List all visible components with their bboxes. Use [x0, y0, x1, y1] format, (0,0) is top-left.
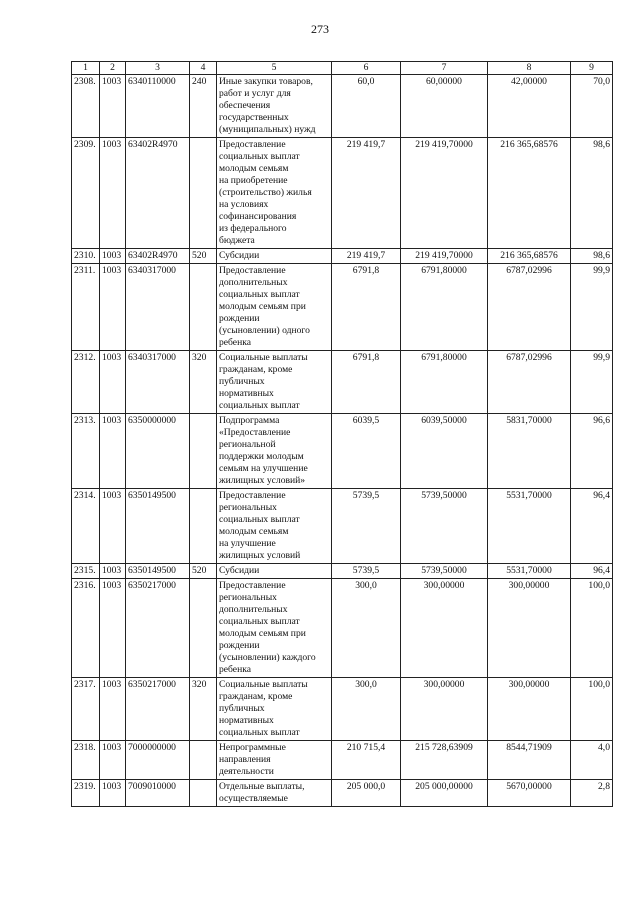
execution-percent-cell: 96,4 [571, 489, 613, 564]
name-line: Социальные выплаты [219, 352, 308, 363]
executed-amount-cell: 5831,70000 [488, 414, 571, 489]
target-article-cell: 6350217000 [126, 579, 190, 678]
section-code-cell: 1003 [100, 678, 126, 741]
execution-percent-cell: 98,6 [571, 249, 613, 264]
name-line: публичных [219, 376, 265, 387]
name-line: молодым семьям [219, 163, 289, 174]
expense-type-cell [190, 264, 217, 351]
table-row [72, 414, 613, 489]
expense-type-cell [190, 489, 217, 564]
budget-list-amount-cell: 300,00000 [401, 678, 488, 741]
name-line: социальных выплат [219, 727, 300, 738]
approved-amount-cell: 5739,5 [332, 489, 401, 564]
execution-percent-cell: 100,0 [571, 579, 613, 678]
executed-amount-cell: 216 365,68576 [488, 249, 571, 264]
table-row [72, 579, 613, 678]
name-line: осуществляемые [219, 793, 288, 804]
budget-list-amount-cell: 6791,80000 [401, 264, 488, 351]
name-line: Предоставление [219, 265, 286, 276]
row-number-cell: 2309. [72, 138, 100, 249]
name-line: жилищных условий [219, 550, 301, 561]
name-cell [217, 579, 332, 678]
execution-percent-cell: 99,9 [571, 264, 613, 351]
name-line: рождении [219, 640, 260, 651]
name-line: публичных [219, 703, 265, 714]
executed-amount-cell: 300,00000 [488, 579, 571, 678]
name-line: обеспечения [219, 100, 271, 111]
execution-percent-cell: 4,0 [571, 741, 613, 780]
row-number-cell: 2311. [72, 264, 100, 351]
budget-list-amount-cell: 219 419,70000 [401, 249, 488, 264]
name-line: социальных выплат [219, 400, 300, 411]
row-number-cell: 2315. [72, 564, 100, 579]
target-article-cell: 7009010000 [126, 780, 190, 807]
name-cell [217, 138, 332, 249]
section-code-cell: 1003 [100, 75, 126, 138]
row-number-cell: 2318. [72, 741, 100, 780]
table-row [72, 489, 613, 564]
column-header: 2 [100, 62, 126, 75]
expense-type-cell [190, 414, 217, 489]
execution-percent-cell: 100,0 [571, 678, 613, 741]
name-line: направления [219, 754, 271, 765]
executed-amount-cell: 6787,02996 [488, 264, 571, 351]
name-line: «Предоставление [219, 427, 291, 438]
expense-type-cell [190, 741, 217, 780]
execution-percent-cell: 2,8 [571, 780, 613, 807]
name-line: Предоставление [219, 580, 286, 591]
row-number-cell: 2314. [72, 489, 100, 564]
expense-type-cell [190, 780, 217, 807]
name-line: социальных выплат [219, 289, 300, 300]
execution-percent-cell: 96,6 [571, 414, 613, 489]
row-number-cell: 2319. [72, 780, 100, 807]
name-line: Непрограммные [219, 742, 286, 753]
target-article-cell: 6340317000 [126, 264, 190, 351]
table-row [72, 564, 613, 579]
section-code-cell: 1003 [100, 579, 126, 678]
table-row [72, 264, 613, 351]
expense-type-cell [190, 138, 217, 249]
target-article-cell: 6350000000 [126, 414, 190, 489]
name-line: государственных [219, 112, 289, 123]
column-header: 5 [217, 62, 332, 75]
column-header: 8 [488, 62, 571, 75]
executed-amount-cell: 6787,02996 [488, 351, 571, 414]
table-row [72, 138, 613, 249]
budget-list-amount-cell: 215 728,63909 [401, 741, 488, 780]
name-line: ребенка [219, 664, 251, 675]
row-number-cell: 2312. [72, 351, 100, 414]
section-code-cell: 1003 [100, 249, 126, 264]
execution-percent-cell: 98,6 [571, 138, 613, 249]
name-line: нормативных [219, 715, 274, 726]
table-row [72, 351, 613, 414]
name-line: жилищных условий» [219, 475, 306, 486]
approved-amount-cell: 5739,5 [332, 564, 401, 579]
approved-amount-cell: 300,0 [332, 579, 401, 678]
table-body [72, 75, 613, 807]
column-header: 4 [190, 62, 217, 75]
section-code-cell: 1003 [100, 264, 126, 351]
executed-amount-cell: 5531,70000 [488, 564, 571, 579]
name-line: молодым семьям при [219, 301, 306, 312]
name-line: Субсидии [219, 565, 260, 576]
name-cell [217, 414, 332, 489]
approved-amount-cell: 210 715,4 [332, 741, 401, 780]
name-line: работ и услуг для [219, 88, 291, 99]
expense-type-cell [190, 579, 217, 678]
column-header: 7 [401, 62, 488, 75]
table-row [72, 75, 613, 138]
table-row [72, 741, 613, 780]
execution-percent-cell: 70,0 [571, 75, 613, 138]
section-code-cell: 1003 [100, 414, 126, 489]
name-line: (строительство) жилья [219, 187, 312, 198]
name-cell [217, 264, 332, 351]
name-cell [217, 351, 332, 414]
column-header: 1 [72, 62, 100, 75]
target-article-cell: 6350149500 [126, 564, 190, 579]
header-row [72, 62, 613, 75]
target-article-cell: 6340110000 [126, 75, 190, 138]
name-line: дополнительных [219, 604, 288, 615]
name-cell [217, 249, 332, 264]
execution-percent-cell: 96,4 [571, 564, 613, 579]
name-line: семьям на улучшение [219, 463, 308, 474]
row-number-cell: 2316. [72, 579, 100, 678]
name-cell [217, 678, 332, 741]
name-line: социальных выплат [219, 151, 300, 162]
row-number-cell: 2313. [72, 414, 100, 489]
approved-amount-cell: 60,0 [332, 75, 401, 138]
section-code-cell: 1003 [100, 489, 126, 564]
budget-list-amount-cell: 219 419,70000 [401, 138, 488, 249]
table-row [72, 249, 613, 264]
budget-list-amount-cell: 6791,80000 [401, 351, 488, 414]
expense-type-cell: 240 [190, 75, 217, 138]
approved-amount-cell: 219 419,7 [332, 249, 401, 264]
section-code-cell: 1003 [100, 741, 126, 780]
name-line: (усыновлении) каждого [219, 652, 316, 663]
target-article-cell: 6350149500 [126, 489, 190, 564]
name-line: Субсидии [219, 250, 260, 261]
page-number: 273 [311, 22, 329, 36]
name-line: поддержки молодым [219, 451, 304, 462]
name-line: региональной [219, 439, 276, 450]
section-code-cell: 1003 [100, 564, 126, 579]
table-row [72, 780, 613, 807]
name-line: Социальные выплаты [219, 679, 308, 690]
budget-list-amount-cell: 60,00000 [401, 75, 488, 138]
name-line: на приобретение [219, 175, 288, 186]
name-line: из федерального [219, 223, 287, 234]
row-number-cell: 2308. [72, 75, 100, 138]
target-article-cell: 7000000000 [126, 741, 190, 780]
approved-amount-cell: 6791,8 [332, 351, 401, 414]
target-article-cell: 63402R4970 [126, 249, 190, 264]
approved-amount-cell: 219 419,7 [332, 138, 401, 249]
section-code-cell: 1003 [100, 780, 126, 807]
expense-type-cell: 520 [190, 249, 217, 264]
name-line: софинансирования [219, 211, 297, 222]
name-line: Подпрограмма [219, 415, 280, 426]
name-line: молодым семьям [219, 526, 289, 537]
row-number-cell: 2310. [72, 249, 100, 264]
name-line: дополнительных [219, 277, 288, 288]
name-line: региональных [219, 592, 277, 603]
name-line: рождении [219, 313, 260, 324]
name-line: деятельности [219, 766, 274, 777]
name-cell [217, 780, 332, 807]
approved-amount-cell: 6039,5 [332, 414, 401, 489]
executed-amount-cell: 300,00000 [488, 678, 571, 741]
name-cell [217, 741, 332, 780]
name-line: (муниципальных) нужд [219, 124, 316, 135]
budget-list-amount-cell: 6039,50000 [401, 414, 488, 489]
executed-amount-cell: 8544,71909 [488, 741, 571, 780]
executed-amount-cell: 216 365,68576 [488, 138, 571, 249]
column-header: 9 [571, 62, 613, 75]
approved-amount-cell: 6791,8 [332, 264, 401, 351]
name-line: на условиях [219, 199, 269, 210]
budget-table [71, 61, 613, 807]
name-line: Иные закупки товаров, [219, 76, 313, 87]
name-line: Предоставление [219, 490, 286, 501]
name-line: на улучшение [219, 538, 276, 549]
name-cell [217, 75, 332, 138]
name-cell [217, 564, 332, 579]
name-line: социальных выплат [219, 514, 300, 525]
executed-amount-cell: 42,00000 [488, 75, 571, 138]
budget-list-amount-cell: 5739,50000 [401, 489, 488, 564]
name-line: ребенка [219, 337, 251, 348]
section-code-cell: 1003 [100, 351, 126, 414]
name-line: гражданам, кроме [219, 691, 293, 702]
approved-amount-cell: 205 000,0 [332, 780, 401, 807]
name-line: (усыновлении) одного [219, 325, 310, 336]
executed-amount-cell: 5670,00000 [488, 780, 571, 807]
expense-type-cell: 520 [190, 564, 217, 579]
name-line: Отдельные выплаты, [219, 781, 305, 792]
expense-type-cell: 320 [190, 351, 217, 414]
target-article-cell: 6340317000 [126, 351, 190, 414]
table-row [72, 678, 613, 741]
name-cell [217, 489, 332, 564]
target-article-cell: 63402R4970 [126, 138, 190, 249]
name-line: социальных выплат [219, 616, 300, 627]
column-header: 3 [126, 62, 190, 75]
budget-list-amount-cell: 205 000,00000 [401, 780, 488, 807]
name-line: нормативных [219, 388, 274, 399]
executed-amount-cell: 5531,70000 [488, 489, 571, 564]
budget-list-amount-cell: 5739,50000 [401, 564, 488, 579]
execution-percent-cell: 99,9 [571, 351, 613, 414]
name-line: молодым семьям при [219, 628, 306, 639]
target-article-cell: 6350217000 [126, 678, 190, 741]
name-line: бюджета [219, 235, 255, 246]
expense-type-cell: 320 [190, 678, 217, 741]
approved-amount-cell: 300,0 [332, 678, 401, 741]
column-header: 6 [332, 62, 401, 75]
section-code-cell: 1003 [100, 138, 126, 249]
budget-list-amount-cell: 300,00000 [401, 579, 488, 678]
name-line: Предоставление [219, 139, 286, 150]
name-line: региональных [219, 502, 277, 513]
row-number-cell: 2317. [72, 678, 100, 741]
name-line: гражданам, кроме [219, 364, 293, 375]
